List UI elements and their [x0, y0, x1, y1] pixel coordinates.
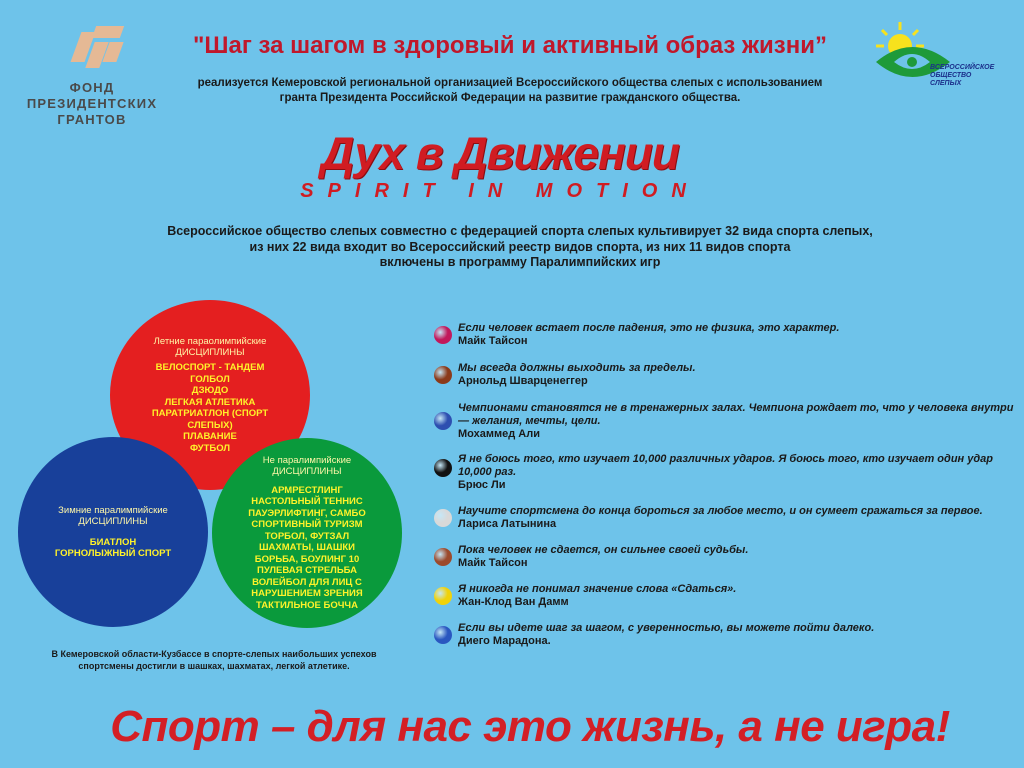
summer-item: ДЗЮДО	[191, 385, 229, 396]
fund-logo	[22, 22, 162, 132]
kuzbass-note	[24, 648, 404, 672]
non-item: ВОЛЕЙБОЛ ДЛЯ ЛИЦ С	[252, 576, 362, 588]
spirit-title: Дух в Движении	[321, 127, 679, 179]
non-list	[248, 485, 366, 612]
quote-author: Мохаммед Али	[458, 428, 540, 440]
fund-logo-line-2: ПРЕЗИДЕНТСКИХ	[26, 96, 158, 111]
intro-line-1: Всероссийское общество слепых совместно с федерацией спорта слепых культивирует 32 вида спорта слепых,	[167, 224, 873, 238]
non-item: НАРУШЕНИЕМ ЗРЕНИЯ	[251, 588, 363, 600]
ball-icon	[434, 626, 452, 644]
ball-icon	[434, 412, 452, 430]
non-item: ПУЛЕВАЯ СТРЕЛЬБА	[256, 565, 357, 577]
note-line-1: В Кемеровской области-Кузбассе в спорте-слепых наибольших успехов	[51, 649, 377, 659]
non-item: ТАКТИЛЬНОЕ БОЧЧА	[256, 599, 358, 611]
vos-logo-line-3: СЛЕПЫХ	[930, 80, 962, 87]
summer-item: ГОЛБОЛ	[190, 373, 230, 385]
note-line-2: спортсмены достигли в шашках, шахматах, легкой атлетике.	[78, 661, 350, 671]
non-item: ПАУЭРЛИФТИНГ, САМБО	[248, 507, 366, 519]
summer-item: ФУТБОЛ	[189, 442, 231, 454]
quote-author: Брюс Ли	[458, 479, 506, 491]
non-item: АРМРЕСТЛИНГ	[271, 484, 343, 496]
ball-icon	[434, 587, 452, 605]
quote-text: Мы всегда должны выходить за пределы.	[458, 362, 696, 374]
non-item: СПОРТИВНЫЙ ТУРИЗМ	[251, 519, 363, 531]
intro-line-2: из них 22 вида входит во Всероссийский реестр видов спорта, из них 11 видов спорта	[249, 239, 791, 254]
quote-text: Если вы идете шаг за шагом, с уверенностью, вы можете пойти далеко.	[458, 622, 875, 634]
summer-item: ЛЕГКАЯ АТЛЕТИКА	[164, 396, 256, 408]
ball-icon	[434, 548, 452, 566]
quote-text: Если человек встает после падения, это не физика, это характер.	[458, 322, 840, 334]
quote-author: Майк Тайсон	[458, 557, 528, 569]
winter-item: ГОРНОЛЫЖНЫЙ СПОРТ	[54, 548, 172, 559]
project-title: "Шаг за шагом в здоровый и активный образ жизни”	[193, 32, 827, 59]
summer-item: ПАРАТРИАТЛОН (СПОРТ СЛЕПЫХ)	[151, 408, 269, 431]
quote-text: Научите спортсмена до конца бороться за любое место, и он сумеет сражаться за первое.	[458, 505, 983, 517]
ball-icon	[434, 459, 452, 477]
project-subtitle	[160, 76, 860, 106]
non-heading-1: Не паралимпийские	[262, 454, 352, 466]
quote-text: Я не боюсь того, кто изучает 10,000 различных ударов. Я боюсь того, кто изучает один удар 10,000 раз.	[458, 453, 994, 478]
quote-author: Жан-Клод Ван Дамм	[458, 596, 569, 608]
vos-logo	[872, 18, 1002, 98]
quote-text: Чемпионами становятся не в тренажерных залах. Чемпиона рождает то, что у человека внутри — желания, мечты, цели.	[458, 402, 1014, 427]
vos-logo-line-2: ОБЩЕСТВО	[930, 72, 972, 79]
non-item: БОРЬБА, БОУЛИНГ 10	[254, 553, 360, 565]
ball-icon	[434, 509, 452, 527]
quote-author: Диего Марадона.	[458, 635, 551, 647]
summer-item: ПЛАВАНИЕ	[183, 431, 237, 442]
subtitle-line-1: реализуется Кемеровской региональной организацией Всероссийского общества слепых с использованием	[197, 77, 823, 89]
non-item: ШАХМАТЫ, ШАШКИ	[258, 542, 355, 554]
quote-author: Лариса Латынина	[458, 518, 557, 530]
winter-heading-2: ДИСЦИПЛИНЫ	[78, 515, 148, 527]
fund-logo-line-1: ФОНД	[69, 80, 115, 95]
vos-logo-line-1: ВСЕРОССИЙСКОЕ	[930, 64, 995, 71]
spirit-subtitle: SPIRIT IN MOTION	[300, 180, 700, 202]
fund-logo-mark	[68, 26, 124, 78]
intro-line-3: включены в программу Паралимпийских игр	[379, 255, 661, 269]
ball-icon	[434, 326, 452, 344]
winter-list	[55, 537, 171, 560]
winter-item: БИАТЛОН	[89, 536, 137, 548]
non-paralympic-circle	[212, 438, 402, 628]
intro-text	[110, 224, 930, 271]
subtitle-line-2: гранта Президента Российской Федерации на развитие гражданского общества.	[279, 92, 741, 104]
quote-author: Арнольд Шварценеггер	[458, 375, 588, 387]
winter-disciplines-circle	[18, 437, 208, 627]
summer-heading-1: Летние параолимпийские	[153, 336, 267, 347]
non-item: НАСТОЛЬНЫЙ ТЕННИС	[251, 496, 363, 508]
fund-logo-line-3: ГРАНТОВ	[57, 112, 127, 127]
winter-heading-1: Зимние паралимпийские	[58, 504, 168, 516]
ball-icon	[434, 366, 452, 384]
quote-author: Майк Тайсон	[458, 335, 528, 347]
quote-text: Пока человек не сдается, он сильнее своей судьбы.	[458, 544, 749, 556]
summer-list	[128, 362, 292, 454]
non-item: ТОРБОЛ, ФУТЗАЛ	[264, 530, 350, 542]
summer-item: ВЕЛОСПОРТ - ТАНДЕМ	[155, 362, 265, 373]
non-heading-2: ДИСЦИПЛИНЫ	[272, 465, 342, 477]
slogan: Спорт – для нас это жизнь, а не игра!	[110, 702, 950, 751]
quote-text: Я никогда не понимал значение слова «Сдаться».	[458, 583, 737, 595]
summer-heading-2: ДИСЦИПЛИНЫ	[175, 347, 245, 358]
